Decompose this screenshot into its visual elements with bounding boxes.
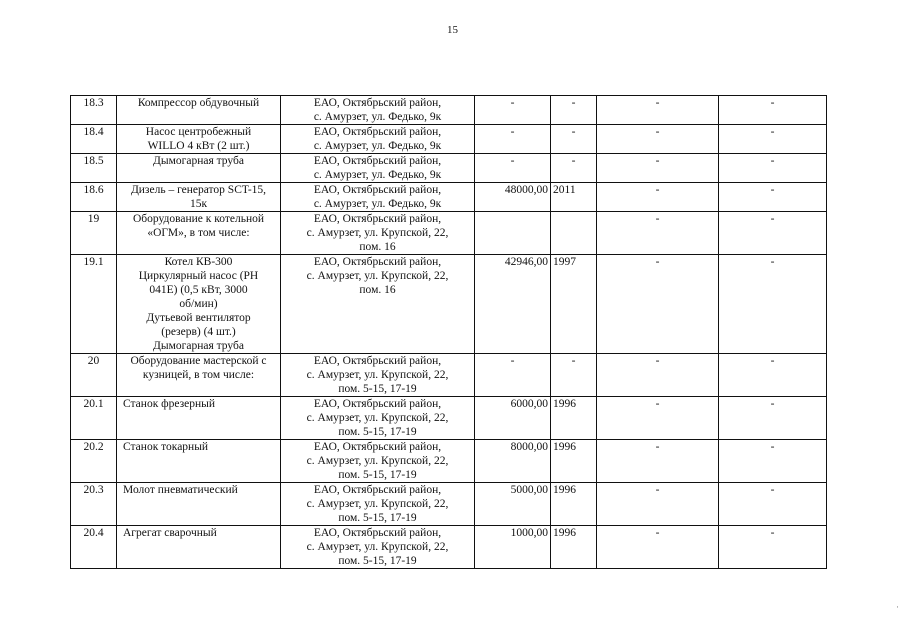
cost-cell: - xyxy=(475,125,551,154)
extra-cell-b: - xyxy=(719,354,827,397)
year-cell: 1996 xyxy=(551,397,597,440)
address-cell-line: ЕАО, Октябрьский район, xyxy=(313,441,442,453)
equipment-name-cell-line: «ОГМ», в том числе: xyxy=(147,227,250,239)
extra-cell-b: - xyxy=(719,154,827,183)
address-cell xyxy=(281,397,475,440)
equipment-name-cell-line: Станок фрезерный xyxy=(123,398,216,410)
extra-cell-b: - xyxy=(719,255,827,354)
extra-cell-a: - xyxy=(597,183,719,212)
address-cell-line: с. Амурзет, ул. Федько, 9к xyxy=(313,169,442,181)
address-cell-line: пом. 5-15, 17-19 xyxy=(338,555,417,567)
equipment-name-cell xyxy=(117,96,281,125)
table-row xyxy=(71,255,827,354)
row-number-cell: 20.3 xyxy=(71,483,117,526)
address-cell xyxy=(281,354,475,397)
equipment-name-cell xyxy=(117,212,281,255)
row-number-cell: 18.6 xyxy=(71,183,117,212)
row-number-cell: 19 xyxy=(71,212,117,255)
extra-cell-b: - xyxy=(719,440,827,483)
equipment-name-cell xyxy=(117,354,281,397)
address-cell-line: пом. 5-15, 17-19 xyxy=(338,383,417,395)
extra-cell-b: - xyxy=(719,483,827,526)
extra-cell-b: - xyxy=(719,526,827,569)
extra-cell-a: - xyxy=(597,125,719,154)
table-row xyxy=(71,526,827,569)
address-cell-line: ЕАО, Октябрьский район, xyxy=(313,256,442,268)
scan-mark: · xyxy=(896,602,899,612)
address-cell xyxy=(281,154,475,183)
address-cell xyxy=(281,483,475,526)
cost-cell: - xyxy=(475,96,551,125)
equipment-name-cell-line: Дутьевой вентилятор xyxy=(146,312,251,324)
row-number-cell: 20.4 xyxy=(71,526,117,569)
row-number-cell: 18.4 xyxy=(71,125,117,154)
cost-cell: 48000,00 xyxy=(475,183,551,212)
cost-cell: 5000,00 xyxy=(475,483,551,526)
row-number-cell: 20.2 xyxy=(71,440,117,483)
equipment-name-cell-line: кузницей, в том числе: xyxy=(142,369,255,381)
extra-cell-b: - xyxy=(719,125,827,154)
extra-cell-a: - xyxy=(597,483,719,526)
address-cell xyxy=(281,183,475,212)
year-cell: - xyxy=(551,125,597,154)
equipment-name-cell-line: Оборудование к котельной xyxy=(132,213,265,225)
table-row xyxy=(71,154,827,183)
address-cell-line: ЕАО, Октябрьский район, xyxy=(313,398,442,410)
asset-table xyxy=(70,95,827,569)
extra-cell-b: - xyxy=(719,183,827,212)
equipment-name-cell-line: Циркулярный насос (PH xyxy=(138,270,259,282)
address-cell xyxy=(281,526,475,569)
address-cell-line: с. Амурзет, ул. Крупской, 22, xyxy=(306,227,449,239)
year-cell: 1996 xyxy=(551,526,597,569)
address-cell-line: с. Амурзет, ул. Крупской, 22, xyxy=(306,455,449,467)
extra-cell-b: - xyxy=(719,397,827,440)
address-cell xyxy=(281,440,475,483)
extra-cell-a: - xyxy=(597,96,719,125)
extra-cell-a: - xyxy=(597,440,719,483)
address-cell-line: пом. 5-15, 17-19 xyxy=(338,426,417,438)
address-cell-line: пом. 16 xyxy=(359,241,396,253)
row-number-cell: 19.1 xyxy=(71,255,117,354)
cost-cell: 8000,00 xyxy=(475,440,551,483)
cost-cell: 6000,00 xyxy=(475,397,551,440)
address-cell-line: ЕАО, Октябрьский район, xyxy=(313,213,442,225)
row-number-cell: 20 xyxy=(71,354,117,397)
equipment-name-cell-line: 041E) (0,5 кВт, 3000 xyxy=(149,284,248,296)
address-cell-line: с. Амурзет, ул. Крупской, 22, xyxy=(306,412,449,424)
address-cell-line: пом. 5-15, 17-19 xyxy=(338,512,417,524)
equipment-name-cell xyxy=(117,397,281,440)
address-cell-line: ЕАО, Октябрьский район, xyxy=(313,97,442,109)
address-cell-line: пом. 5-15, 17-19 xyxy=(338,469,417,481)
year-cell: 1997 xyxy=(551,255,597,354)
table-row xyxy=(71,96,827,125)
year-cell: 1996 xyxy=(551,440,597,483)
extra-cell-a: - xyxy=(597,526,719,569)
address-cell-line: с. Амурзет, ул. Крупской, 22, xyxy=(306,498,449,510)
equipment-name-cell xyxy=(117,125,281,154)
equipment-name-cell-line: Станок токарный xyxy=(123,441,209,453)
address-cell xyxy=(281,125,475,154)
equipment-name-cell-line: WILLO 4 кВт (2 шт.) xyxy=(147,140,250,152)
equipment-name-cell-line: Компрессор обдувочный xyxy=(137,97,260,109)
equipment-name-cell xyxy=(117,526,281,569)
equipment-name-cell xyxy=(117,154,281,183)
equipment-name-cell xyxy=(117,440,281,483)
equipment-name-cell-line: Агрегат сварочный xyxy=(123,527,217,539)
year-cell: 2011 xyxy=(551,183,597,212)
cost-cell: - xyxy=(475,354,551,397)
equipment-name-cell xyxy=(117,183,281,212)
extra-cell-b: - xyxy=(719,212,827,255)
page-number: 15 xyxy=(447,24,458,36)
table-row xyxy=(71,354,827,397)
row-number-cell: 18.3 xyxy=(71,96,117,125)
table-row xyxy=(71,125,827,154)
equipment-name-cell-line: Дымогарная труба xyxy=(153,340,244,352)
table-row xyxy=(71,483,827,526)
row-number-cell: 18.5 xyxy=(71,154,117,183)
address-cell-line: с. Амурзет, ул. Крупской, 22, xyxy=(306,369,449,381)
cost-cell: 42946,00 xyxy=(475,255,551,354)
extra-cell-a: - xyxy=(597,154,719,183)
year-cell: - xyxy=(551,96,597,125)
asset-table-body xyxy=(71,96,827,569)
equipment-name-cell-line: Дизель – генератор SCT-15, xyxy=(130,184,267,196)
year-cell xyxy=(551,212,597,255)
address-cell-line: ЕАО, Октябрьский район, xyxy=(313,355,442,367)
address-cell-line: ЕАО, Октябрьский район, xyxy=(313,484,442,496)
address-cell-line: ЕАО, Октябрьский район, xyxy=(313,155,442,167)
cost-cell: - xyxy=(475,154,551,183)
extra-cell-a: - xyxy=(597,397,719,440)
extra-cell-a: - xyxy=(597,354,719,397)
address-cell-line: ЕАО, Октябрьский район, xyxy=(313,126,442,138)
address-cell-line: ЕАО, Октябрьский район, xyxy=(313,184,442,196)
equipment-name-cell-line: Котел КВ-300 xyxy=(164,256,233,268)
address-cell-line: с. Амурзет, ул. Федько, 9к xyxy=(313,140,442,152)
year-cell: - xyxy=(551,154,597,183)
table-row xyxy=(71,397,827,440)
table-row xyxy=(71,183,827,212)
year-cell: - xyxy=(551,354,597,397)
equipment-name-cell-line: Молот пневматический xyxy=(123,484,238,496)
address-cell-line: ЕАО, Октябрьский район, xyxy=(313,527,442,539)
table-row xyxy=(71,440,827,483)
equipment-name-cell xyxy=(117,483,281,526)
address-cell xyxy=(281,96,475,125)
address-cell-line: с. Амурзет, ул. Федько, 9к xyxy=(313,198,442,210)
address-cell-line: с. Амурзет, ул. Федько, 9к xyxy=(313,111,442,123)
extra-cell-a: - xyxy=(597,212,719,255)
equipment-name-cell xyxy=(117,255,281,354)
extra-cell-a: - xyxy=(597,255,719,354)
equipment-name-cell-line: Насос центробежный xyxy=(145,126,252,138)
cost-cell xyxy=(475,212,551,255)
row-number-cell: 20.1 xyxy=(71,397,117,440)
extra-cell-b: - xyxy=(719,96,827,125)
equipment-name-cell-line: 15к xyxy=(189,198,208,210)
equipment-name-cell-line: Оборудование мастерской с xyxy=(130,355,267,367)
table-row xyxy=(71,212,827,255)
address-cell-line: пом. 16 xyxy=(359,284,396,296)
equipment-name-cell-line: об/мин) xyxy=(179,298,218,310)
address-cell-line: с. Амурзет, ул. Крупской, 22, xyxy=(306,270,449,282)
equipment-name-cell-line: Дымогарная труба xyxy=(153,155,244,167)
equipment-name-cell-line: (резерв) (4 шт.) xyxy=(161,326,236,338)
address-cell-line: с. Амурзет, ул. Крупской, 22, xyxy=(306,541,449,553)
year-cell: 1996 xyxy=(551,483,597,526)
address-cell xyxy=(281,212,475,255)
address-cell xyxy=(281,255,475,354)
cost-cell: 1000,00 xyxy=(475,526,551,569)
